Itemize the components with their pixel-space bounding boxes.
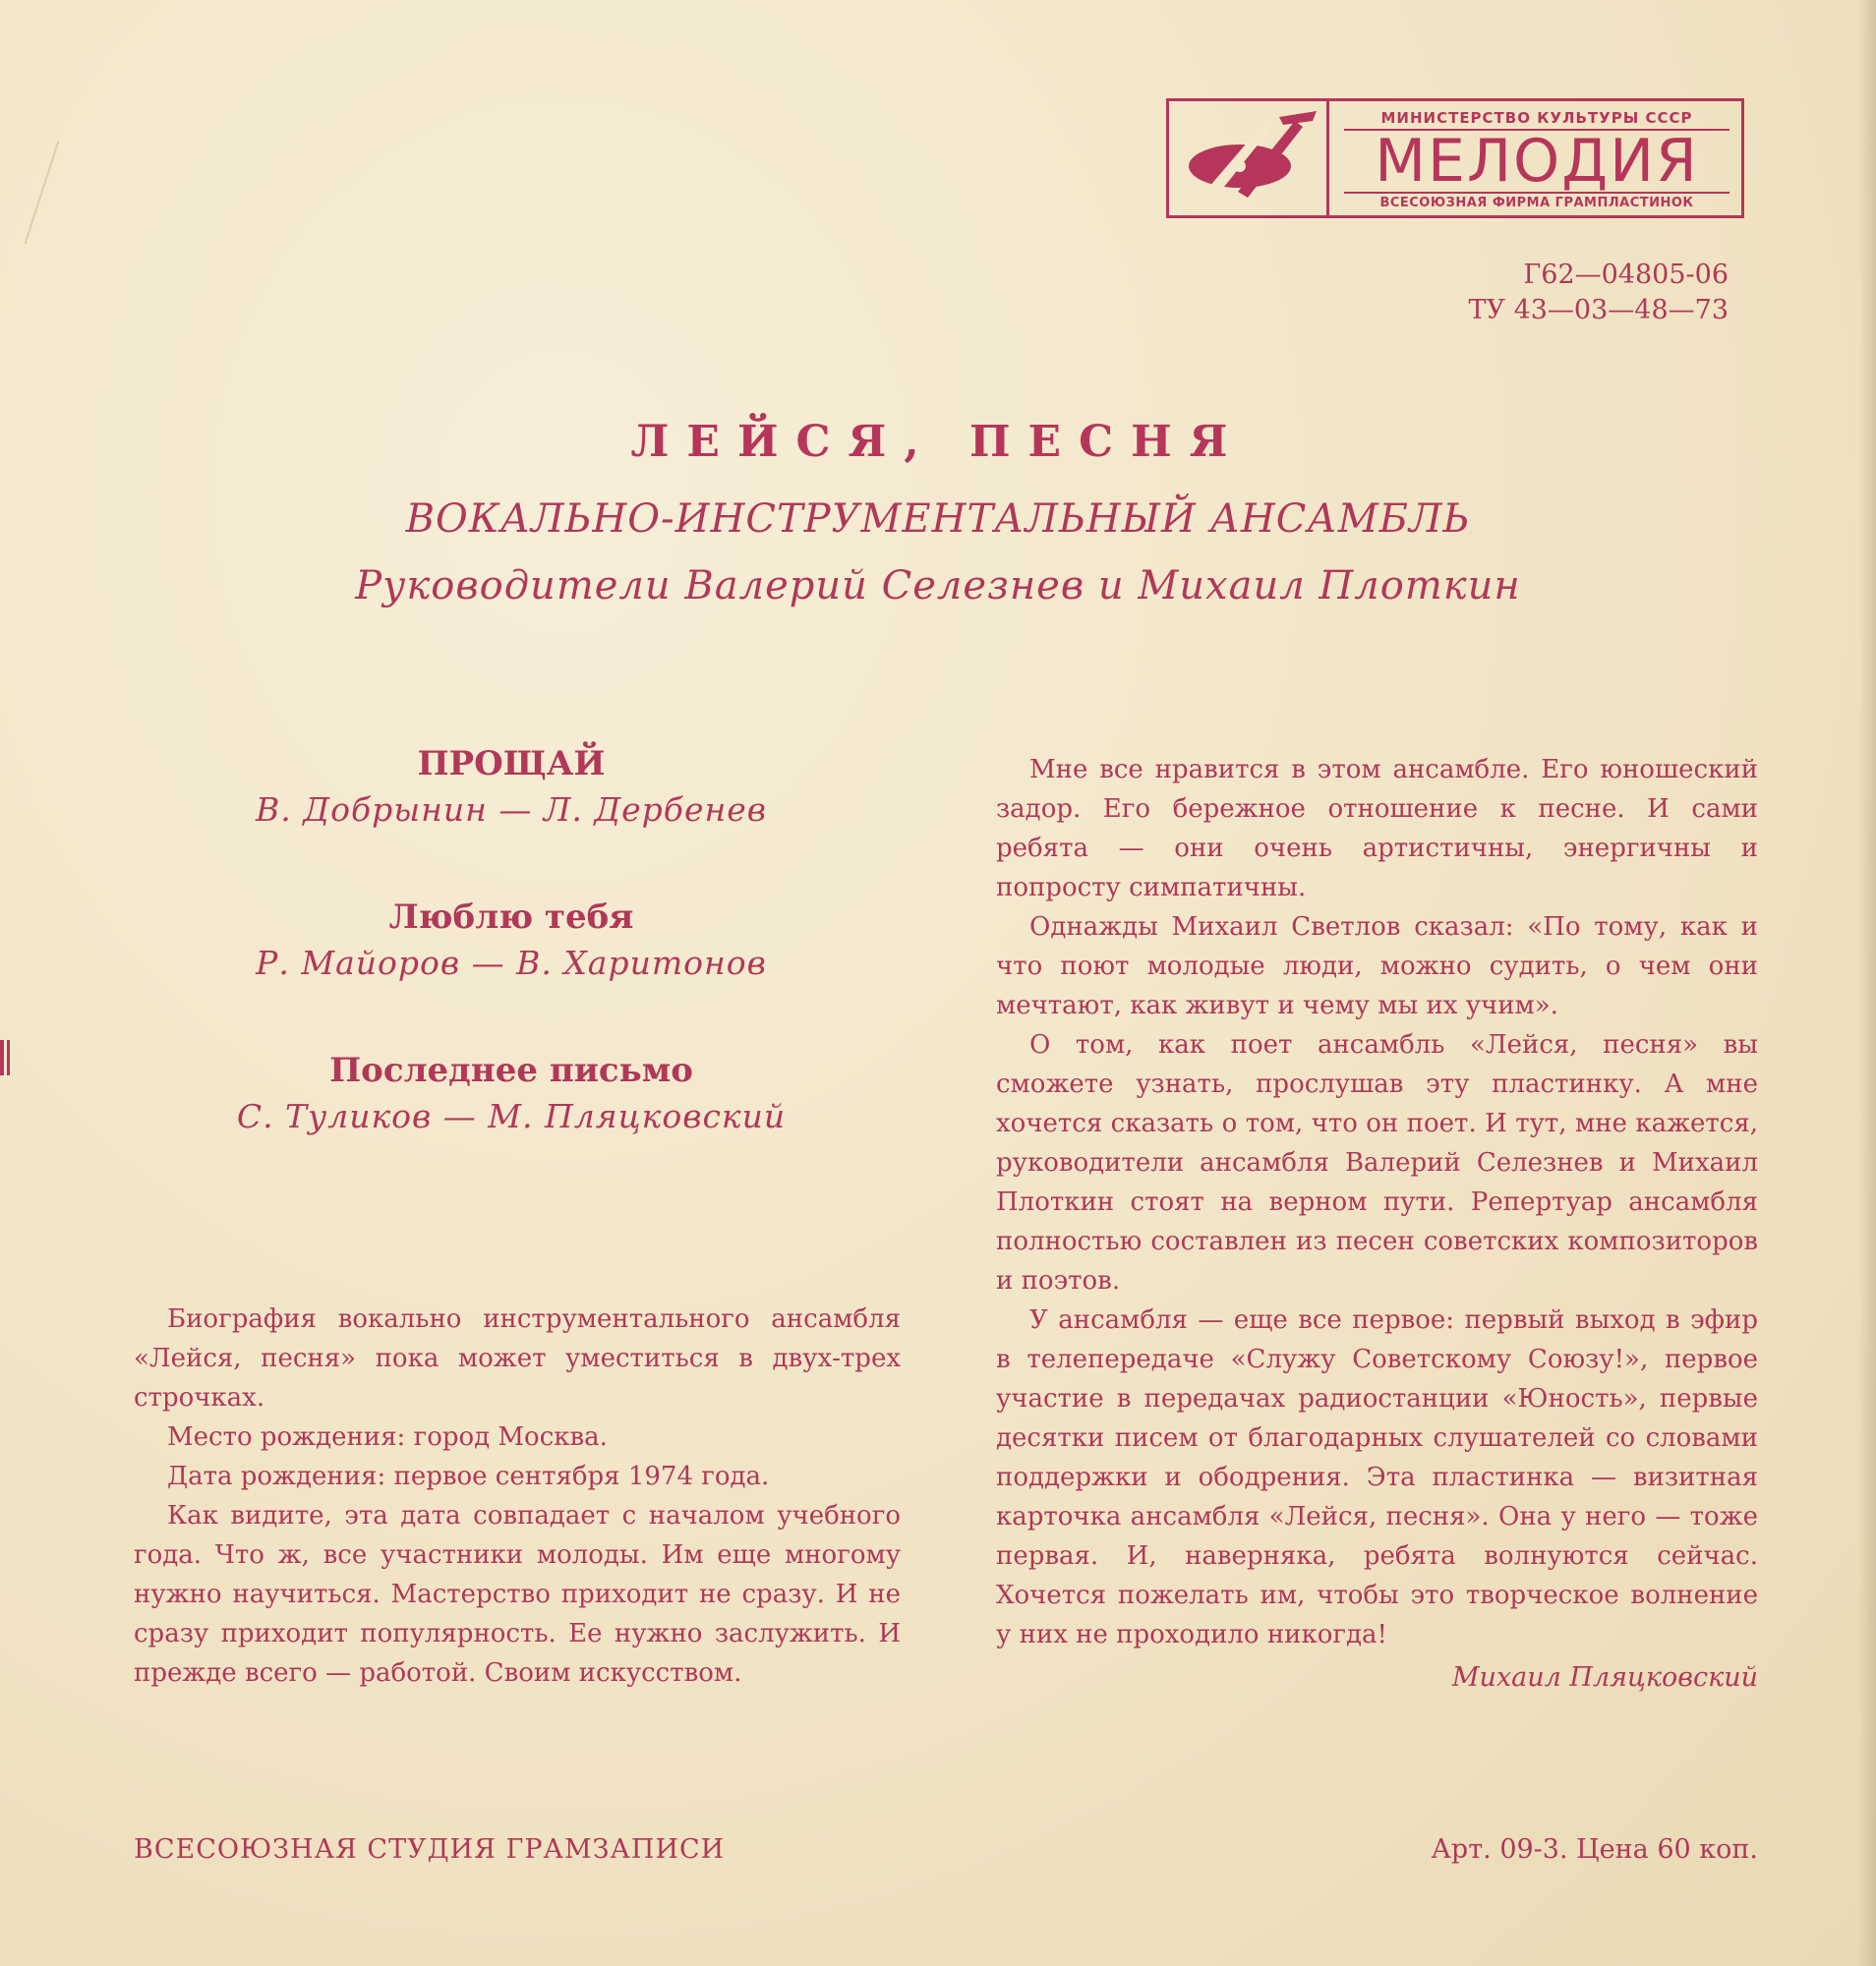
song-title: ПРОЩАЙ bbox=[417, 744, 606, 783]
song-list bbox=[187, 742, 836, 1202]
logo-company-text: ВСЕСОЮЗНАЯ ФИРМА ГРАМПЛАСТИНОК bbox=[1379, 196, 1694, 210]
song-item bbox=[187, 742, 836, 835]
bio-paragraph: Как видите, эта дата совпадает с началом учебного года. Что ж, все участники молоды. Им еще многому нужно научиться. Мастерство приходит не сразу. И не сразу приходит популярность. Ее нужно заслужить. И прежде всего — работой. Своим искусством. bbox=[134, 1501, 901, 1688]
bio-paragraph: Место рождения: город Москва. bbox=[167, 1422, 608, 1452]
paper-crease bbox=[25, 141, 116, 262]
catalog-number: Г62—04805-06 bbox=[1523, 260, 1729, 290]
essay-signature: Михаил Пляцковский bbox=[1451, 1662, 1758, 1693]
margin-mark bbox=[0, 1040, 10, 1075]
liner-notes-essay bbox=[996, 750, 1758, 1698]
catalog-info bbox=[1468, 258, 1729, 328]
song-title: Последнее письмо bbox=[329, 1051, 693, 1090]
logo-ministry-text: МИНИСТЕРСТВО КУЛЬТУРЫ СССР bbox=[1380, 109, 1693, 127]
bio-paragraph: Биография вокально инструментального ансамбля «Лейся, песня» пока может уместиться в двух-трех строчках. bbox=[134, 1304, 901, 1413]
album-title: ЛЕЙСЯ, ПЕСНЯ bbox=[630, 417, 1246, 467]
ensemble-leaders: Руководители Валерий Селезнев и Михаил Плоткин bbox=[355, 563, 1521, 608]
song-item bbox=[187, 1049, 836, 1141]
essay-paragraph: У ансамбля — еще все первое: первый выход в эфир в телепередаче «Служу Советскому Союзу!», первое участие в передачах радиостанции «Юность», первые десятки писем от благодарных слушателей со словами поддержки и ободрения. Эта пластинка — визитная карточка ансамбля «Лейся, песня». Она у него — тоже первая. И, наверняка, ребята волнуются сейчас. Хочется пожелать им, чтобы это творческое волнение у них не проходило никогда! bbox=[996, 1305, 1758, 1649]
melodiya-emblem-icon bbox=[1169, 101, 1329, 215]
price-info: Арт. 09-3. Цена 60 коп. bbox=[1431, 1834, 1758, 1865]
song-authors: Р. Майоров — В. Харитонов bbox=[256, 944, 767, 982]
logo-brand-name: МЕЛОДИЯ bbox=[1344, 129, 1729, 194]
essay-paragraph: Однажды Михаил Светлов сказал: «По тому, как и что поют молодые люди, можно судить, о чем они мечтают, как живут и чему мы их учим». bbox=[996, 912, 1758, 1020]
song-title: Люблю тебя bbox=[388, 897, 634, 937]
studio-name: ВСЕСОЮЗНАЯ СТУДИЯ ГРАМЗАПИСИ bbox=[134, 1834, 726, 1865]
page-edge-shadow bbox=[1858, 0, 1876, 1966]
essay-paragraph: Мне все нравится в этом ансамбле. Его юношеский задор. Его бережное отношение к песне. И сами ребята — они очень артистичны, энергичны и попросту симпатичны. bbox=[996, 755, 1758, 902]
essay-paragraph: О том, как поет ансамбль «Лейся, песня» вы сможете узнать, прослушав эту пластинку. А мне хочется сказать о том, что он поет. И тут, мне кажется, руководители ансамбля Валерий Селезнев и Михаил Плоткин стоят на верном пути. Репертуар ансамбля полностью составлен из песен советских композиторов и поэтов. bbox=[996, 1030, 1758, 1296]
song-authors: С. Туликов — М. Пляцковский bbox=[236, 1097, 787, 1135]
song-authors: В. Добрынин — Л. Дербенев bbox=[256, 790, 767, 829]
ensemble-biography bbox=[134, 1300, 901, 1693]
catalog-spec: ТУ 43—03—48—73 bbox=[1468, 295, 1729, 325]
song-item bbox=[187, 896, 836, 988]
bio-paragraph: Дата рождения: первое сентября 1974 года. bbox=[167, 1462, 770, 1491]
melodiya-logo bbox=[1166, 98, 1744, 218]
ensemble-subtitle: ВОКАЛЬНО-ИНСТРУМЕНТАЛЬНЫЙ АНСАМБЛЬ bbox=[405, 496, 1471, 542]
